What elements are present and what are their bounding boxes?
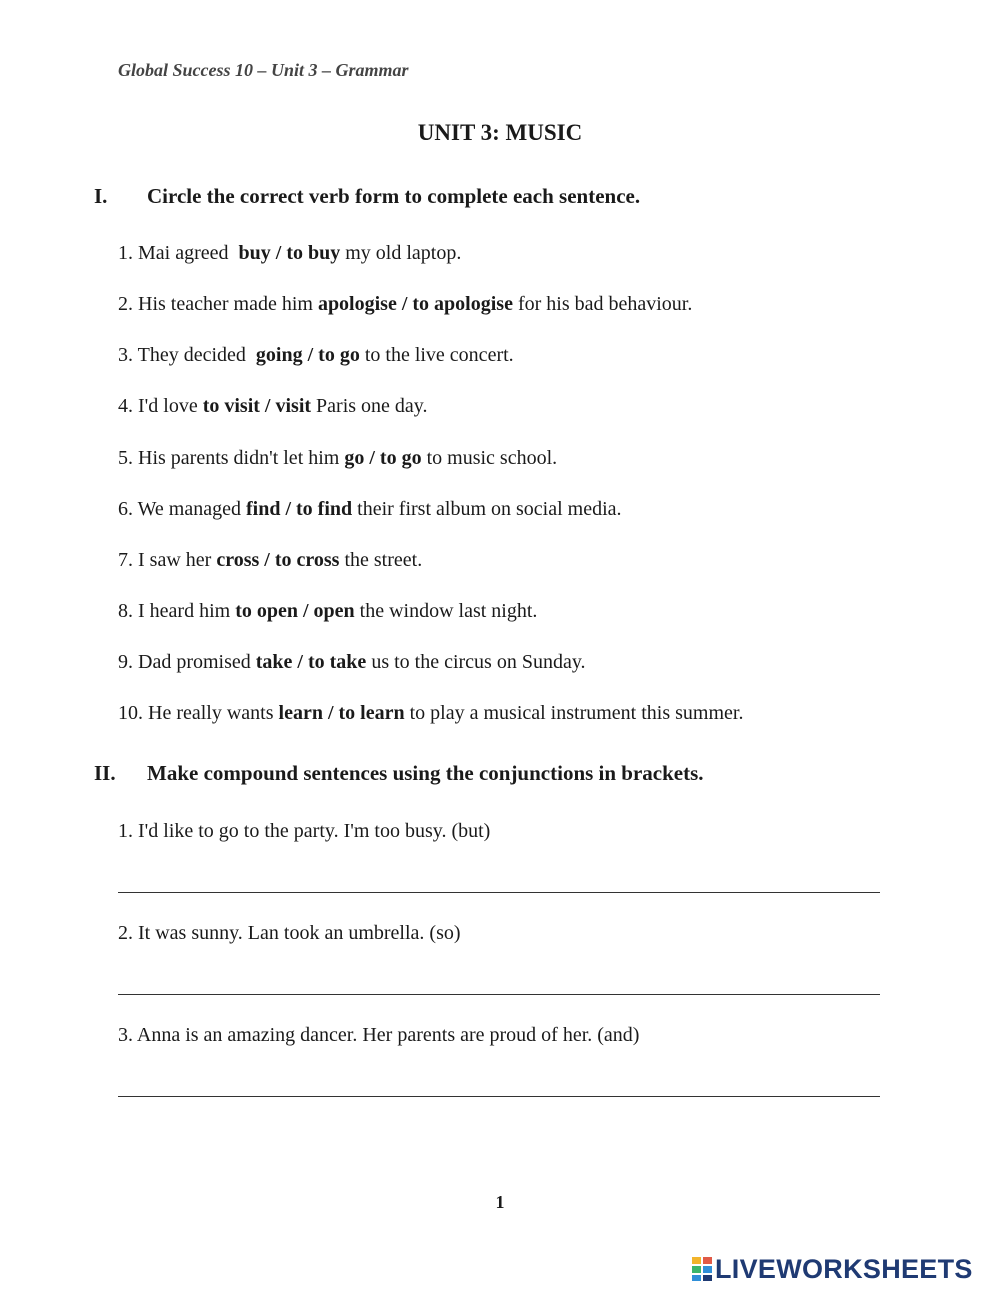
section-1-heading: [94, 184, 640, 209]
exercise-1-item: [118, 651, 586, 674]
item-text-before: 2. His teacher made him: [118, 293, 318, 315]
verb-options[interactable]: learn / to learn: [278, 702, 405, 724]
verb-options[interactable]: to open / open: [235, 600, 355, 622]
exercise-1-item: [118, 447, 557, 470]
item-text-before: 1. Mai agreed: [118, 242, 239, 264]
item-text-before: 9. Dad promised: [118, 651, 256, 673]
item-text-after: to music school.: [421, 447, 558, 469]
item-text-before: 7. I saw her: [118, 549, 217, 571]
exercise-2-prompt: 3. Anna is an amazing dancer. Her parents are proud of her. (and): [118, 1024, 640, 1046]
item-text-after: to the live concert.: [359, 344, 514, 366]
answer-line[interactable]: [118, 1096, 880, 1097]
item-text-after: the window last night.: [354, 600, 538, 622]
item-text-before: 4. I'd love: [118, 395, 203, 417]
exercise-2-prompt: 2. It was sunny. Lan took an umbrella. (so): [118, 922, 461, 944]
exercise-1-item: [118, 498, 622, 521]
verb-options[interactable]: cross / to cross: [216, 549, 340, 571]
section-1-number: I.: [94, 184, 108, 208]
item-text-before: 5. His parents didn't let him: [118, 447, 345, 469]
verb-options[interactable]: to visit / visit: [202, 395, 312, 417]
item-text-before: 10. He really wants: [118, 702, 279, 724]
item-text-before: 8. I heard him: [118, 600, 236, 622]
page-title: UNIT 3: MUSIC: [417, 120, 583, 145]
section-2-instruction: Make compound sentences using the conjunctions in brackets.: [147, 761, 704, 785]
exercise-1-item: [118, 600, 537, 623]
section-2-heading: [94, 761, 704, 786]
section-2-number: II.: [94, 761, 116, 785]
liveworksheets-logo: [692, 1254, 973, 1284]
verb-options[interactable]: take / to take: [255, 651, 367, 673]
verb-options[interactable]: going / to go: [255, 344, 360, 366]
verb-options[interactable]: find / to find: [245, 498, 353, 520]
section-1-instruction: Circle the correct verb form to complete each sentence.: [147, 184, 641, 208]
exercise-1-item: [118, 549, 422, 572]
verb-options[interactable]: apologise / to apologise: [317, 293, 513, 315]
item-text-before: 6. We managed: [118, 498, 246, 520]
item-text-after: my old laptop.: [340, 242, 462, 264]
verb-options[interactable]: go / to go: [344, 447, 422, 469]
answer-line[interactable]: [118, 892, 880, 893]
liveworksheets-logo-icon: [692, 1257, 712, 1281]
answer-line[interactable]: [118, 994, 880, 995]
exercise-1-item: [118, 395, 428, 418]
header-note: Global Success 10 – Unit 3 – Grammar: [118, 60, 409, 80]
item-text-after: the street.: [339, 549, 423, 571]
item-text-after: Paris one day.: [311, 395, 428, 417]
item-text-before: 3. They decided: [118, 344, 256, 366]
item-text-after: to play a musical instrument this summer.: [404, 702, 744, 724]
verb-options[interactable]: buy / to buy: [238, 242, 341, 264]
liveworksheets-logo-text: LIVEWORKSHEETS: [715, 1253, 973, 1284]
exercise-1-item: [118, 293, 692, 316]
page-number: 1: [495, 1192, 505, 1212]
item-text-after: for his bad behaviour.: [512, 293, 693, 315]
exercise-1-item: [118, 702, 743, 725]
exercise-1-item: [118, 242, 461, 265]
item-text-after: their first album on social media.: [352, 498, 622, 520]
item-text-after: us to the circus on Sunday.: [366, 651, 586, 673]
exercise-1-item: [118, 344, 514, 367]
exercise-2-prompt: 1. I'd like to go to the party. I'm too busy. (but): [118, 820, 491, 842]
